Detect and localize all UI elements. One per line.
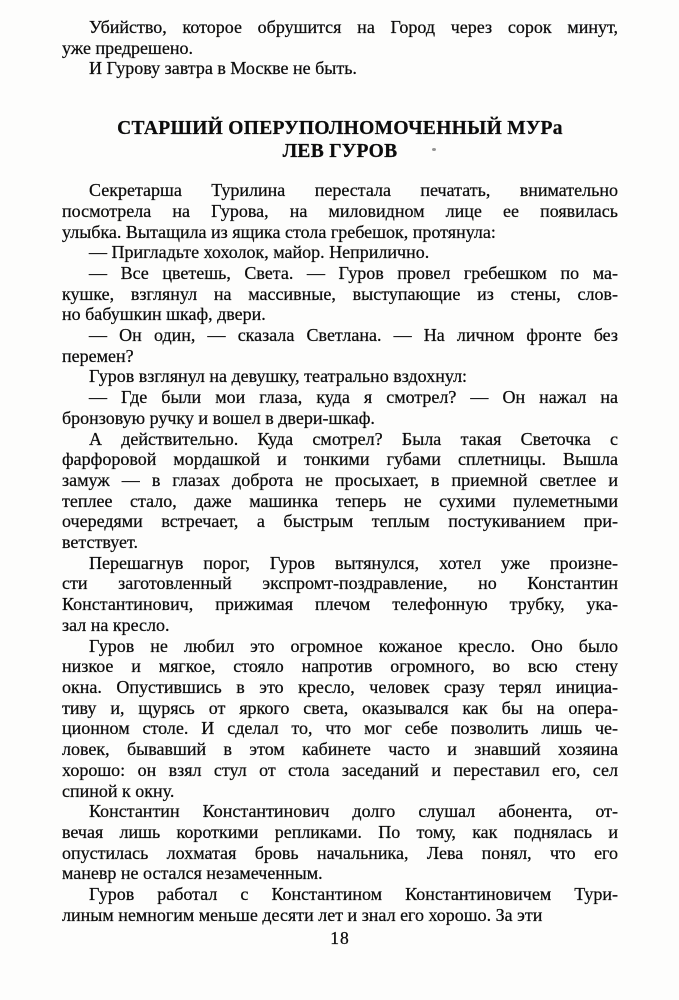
paragraph: [62, 17, 618, 58]
text-line: Константин Константинович долго слушал абонента, от-: [89, 801, 618, 822]
text-line: замуж — в глазах доброта не просыхает, в приемной светлее и: [62, 469, 618, 490]
text-line: хорошо: он взял стул от стола заседаний и переставил его, сел: [62, 759, 618, 780]
intro-text: [62, 17, 618, 79]
text-line: — Все цветешь, Света. — Гуров провел гребешком по ма-: [89, 262, 618, 283]
text-line: низкое и мягкое, стояло напротив огромного, во всю стену: [62, 656, 618, 677]
text-line: фарфоровой мордашкой и тонкими губами сплетницы. Вышла: [62, 449, 618, 470]
text-line: Перешагнув порог, Гуров вытянулся, хотел уже произне-: [89, 552, 618, 573]
text-line: ветствует.: [62, 532, 138, 553]
paragraph: [62, 263, 618, 325]
text-line: сти заготовленный экспромт-поздравление, но Константин: [62, 573, 618, 594]
text-line: ловек, бывавший в этом кабинете часто и знавший хозяина: [62, 739, 618, 760]
text-line: кушке, взглянул на массивные, выступающие из стены, слов-: [62, 283, 618, 304]
text-line: — Пригладьте хохолок, майор. Неприлично.: [89, 242, 430, 263]
text-line: Гуров не любил это огромное кожаное кресло. Оно было: [89, 635, 618, 656]
text-line: — Он один, — сказала Светлана. — На личном фронте без: [89, 325, 618, 346]
text-line: Гуров взглянул на девушку, театрально вздохнул:: [89, 366, 468, 387]
text-line: линым немногим меньше десяти лет и знал его хорошо. За эти: [62, 904, 543, 925]
paragraph: [62, 801, 618, 884]
text-line: маневр не остался незамеченным.: [62, 863, 323, 884]
text-line: — Где были мои глаза, куда я смотрел? — Он нажал на: [89, 387, 618, 408]
chapter-heading-line1: СТАРШИЙ ОПЕРУПОЛНОМОЧЕННЫЙ МУРа: [117, 118, 563, 140]
text-line: вечая лишь короткими репликами. По тому, как поднялась и: [62, 821, 618, 842]
text-line: ционном столе. И сделал то, что мог себе позволить лишь че-: [62, 718, 618, 739]
text-line: А действительно. Куда смотрел? Была такая Светочка с: [89, 428, 618, 449]
text-line: Убийство, которое обрушится на Город через сорок минут,: [89, 17, 618, 37]
text-line: спиной к окну.: [62, 780, 175, 801]
scan-speck: [432, 148, 436, 151]
body-text: [62, 180, 618, 925]
paragraph: [62, 180, 618, 242]
text-line: посмотрела на Гурова, на миловидном лице ее появилась: [62, 200, 618, 221]
paragraph: [62, 387, 618, 428]
paragraph: [62, 325, 618, 366]
paragraph: [62, 636, 618, 802]
text-line: Гуров работал с Константином Константиновичем Тури-: [89, 884, 618, 905]
text-line: тиву и, щурясь от яркого света, оказывался как бы на опера-: [62, 697, 618, 718]
text-line: бронзовую ручку и вошел в двери-шкаф.: [62, 407, 375, 428]
text-line: уже предрешено.: [62, 37, 193, 58]
chapter-heading: [62, 117, 618, 163]
paragraph: [62, 553, 618, 636]
text-line: зал на кресло.: [62, 614, 170, 635]
text-line: очередями встречает, а быстрым теплым постукиванием при-: [62, 511, 618, 532]
text-line: но бабушкин шкаф, двери.: [62, 304, 266, 325]
page-number: 18: [330, 928, 350, 949]
text-line: опустилась лохматая бровь начальника, Лева понял, что его: [62, 842, 618, 863]
text-line: Константинович, прижимая плечом телефонную трубку, ука-: [62, 594, 618, 615]
paragraph: [62, 58, 618, 79]
text-line: окна. Опустившись в это кресло, человек сразу терял инициа-: [62, 676, 618, 697]
paragraph: [62, 429, 618, 553]
text-line: И Гурову завтра в Москве не быть.: [89, 58, 357, 79]
text-line: улыбка. Вытащила из ящика стола гребешок, протянула:: [62, 221, 496, 242]
text-line: теплее стало, даже машинка теперь не сухими пулеметными: [62, 490, 618, 511]
text-line: Секретарша Турилина перестала печатать, внимательно: [89, 180, 618, 201]
paragraph: [62, 366, 618, 387]
text-line: перемен?: [62, 345, 134, 366]
chapter-heading-line2: ЛЕВ ГУРОВ: [282, 141, 398, 163]
paragraph: [62, 884, 618, 925]
paragraph: [62, 242, 618, 263]
